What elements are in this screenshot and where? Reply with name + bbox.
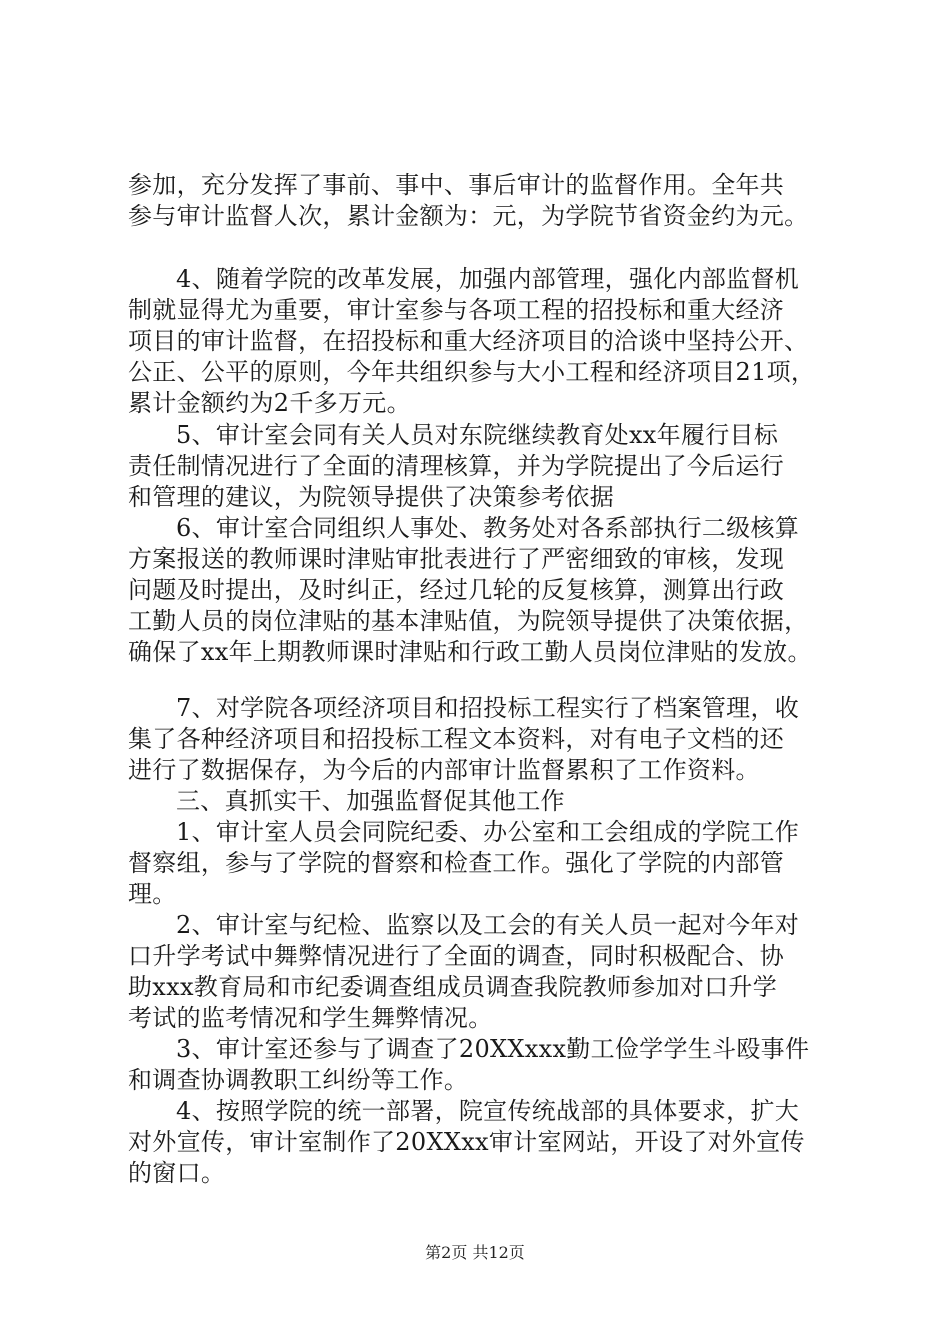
text-line: 4、随着学院的改革发展，加强内部管理，强化内部监督机 (176, 265, 800, 293)
paragraph-1 (128, 170, 828, 232)
paragraph-3 (128, 420, 828, 513)
text-line: 工勤人员的岗位津贴的基本津贴值，为院领导提供了决策依据， (128, 607, 809, 635)
text-line: 问题及时提出，及时纠正，经过几轮的反复核算，测算出行政 (128, 576, 785, 604)
text-line: 对外宣传，审计室制作了20XXxx审计室网站，开设了对外宣传 (128, 1128, 805, 1156)
section-heading (128, 786, 828, 817)
paragraph-9 (128, 1034, 828, 1096)
text-line: 助xxx教育局和市纪委调查组成员调查我院教师参加对口升学 (128, 973, 778, 1001)
text-line: 5、审计室会同有关人员对东院继续教育处xx年履行目标 (176, 421, 779, 449)
text-line: 项目的审计监督，在招投标和重大经济项目的洽谈中坚持公开、 (128, 327, 809, 355)
text-line: 3、审计室还参与了调查了20XXxxx勤工俭学学生斗殴事件 (176, 1035, 810, 1063)
text-line: 7、对学院各项经济项目和招投标工程实行了档案管理，收 (176, 694, 800, 722)
text-line: 的窗口。 (128, 1159, 226, 1187)
paragraph-7 (128, 817, 828, 910)
text-line: 制就显得尤为重要，审计室参与各项工程的招投标和重大经济 (128, 296, 785, 324)
text-line: 确保了xx年上期教师课时津贴和行政工勤人员岗位津贴的发放。 (128, 638, 812, 666)
text-line: 公正、公平的原则，今年共组织参与大小工程和经济项目21项， (128, 358, 816, 386)
text-line: 和管理的建议，为院领导提供了决策参考依据 (128, 483, 614, 511)
text-line: 责任制情况进行了全面的清理核算，并为学院提出了今后运行 (128, 452, 785, 480)
text-line: 1、审计室人员会同院纪委、办公室和工会组成的学院工作 (176, 818, 800, 846)
text-line: 参加，充分发挥了事前、事中、事后审计的监督作用。全年共 (128, 171, 785, 199)
page-number-footer: 第2页 共12页 (425, 1243, 525, 1262)
paragraph-8 (128, 910, 828, 1034)
text-line: 口升学考试中舞弊情况进行了全面的调查，同时积极配合、协 (128, 942, 785, 970)
text-line: 进行了数据保存，为今后的内部审计监督累积了工作资料。 (128, 756, 760, 784)
paragraph-10 (128, 1096, 828, 1189)
text-line: 6、审计室合同组织人事处、教务处对各系部执行二级核算 (176, 514, 800, 542)
text-line: 方案报送的教师课时津贴审批表进行了严密细致的审核，发现 (128, 545, 785, 573)
section-heading-text: 三、真抓实干、加强监督促其他工作 (176, 787, 565, 815)
text-line: 参与审计监督人次，累计金额为：元，为学院节省资金约为元。 (128, 202, 809, 230)
text-line: 督察组，参与了学院的督察和检查工作。强化了学院的内部管 (128, 849, 785, 877)
text-line: 和调查协调教职工纠纷等工作。 (128, 1066, 469, 1094)
paragraph-4 (128, 513, 828, 668)
text-line: 考试的监考情况和学生舞弊情况。 (128, 1004, 493, 1032)
paragraph-2 (128, 264, 828, 419)
text-line: 集了各种经济项目和招投标工程文本资料，对有电子文档的还 (128, 725, 785, 753)
text-line: 理。 (128, 880, 177, 908)
text-line: 累计金额约为2千多万元。 (128, 389, 411, 417)
text-line: 4、按照学院的统一部署，院宣传统战部的具体要求，扩大 (176, 1097, 800, 1125)
paragraph-5 (128, 693, 828, 786)
text-line: 2、审计室与纪检、监察以及工会的有关人员一起对今年对 (176, 911, 800, 939)
